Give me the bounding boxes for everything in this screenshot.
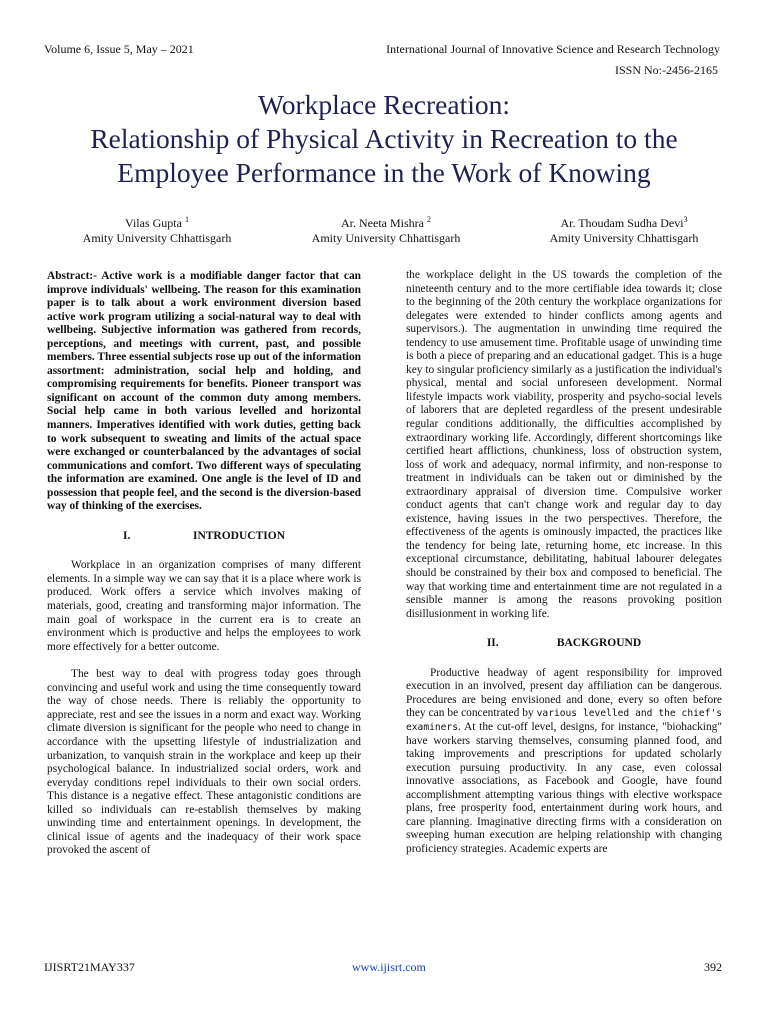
section-title: INTRODUCTION [192, 529, 285, 542]
section-title: BACKGROUND [556, 637, 642, 650]
author-1 [62, 212, 252, 246]
section-number: I. [122, 529, 131, 542]
paper-title [20, 88, 748, 190]
author-affiliation: Amity University Chhattisgarh [549, 231, 699, 245]
paragraph: The best way to deal with progress today goes through convincing and useful work and using the time consequently toward the way of chose needs. There is reliably the opportunity to appreciate, rest and see the issues in a norm and exact way. Working climate diversion is significant for the people who need to change in accordance with the upsetting lifestyle of industrialization and urbanization, to vanquish strain in the workplace and keep up their psychological balance. In industrialized social orders, work and everyday conditions repel individuals to their own social orders. This distance is a negative effect. These antagonistic conditions are killed so individuals can re-establish themselves by making unwinding time and entertainment openings. In development, the clinical issue of agents and the inadequacy of their work space provoked the ascent of [47, 668, 361, 857]
author-3 [524, 212, 724, 246]
paragraph-part: . At the cut-off level, designs, for instance, "biohacking" have workers starving themselves, consuming planned food, and taking improvements and prescriptions for updated scholarly execution pursuing productivity. In any case, even colossal innovative associations, as Facebook and Google, have found accomplishment attempting various things with elective workspace plans, free prosperity food, entertainment during work hours, and care planning. Imaginative directing firms with a consideration on sweeping human execution are helping relationship with changing proficiency strategies. Academic experts are [406, 720, 722, 855]
title-line-1: Workplace Recreation: [257, 89, 511, 120]
author-affiliation: Amity University Chhattisgarh [82, 231, 232, 245]
page-number: 392 [704, 960, 722, 974]
author-index: 3 [683, 215, 688, 224]
issn: ISSN No:-2456-2165 [614, 63, 718, 77]
paragraph [406, 667, 722, 857]
right-column [406, 269, 722, 856]
author-name: Ar. Neeta Mishra [341, 216, 427, 230]
left-column [47, 270, 361, 858]
section-heading-introduction [47, 530, 361, 544]
author-name: Ar. Thoudam Sudha Devi [560, 216, 684, 230]
paragraph-part: Productive headway of agent responsibility for improved execution in an involved, present day affiliation can be dangerous. Procedures are being envisioned and done, every so often before they can be concentrated by [406, 666, 722, 720]
volume-info: Volume 6, Issue 5, May – 2021 [44, 42, 194, 56]
author-name: Vilas Gupta [125, 216, 185, 230]
title-line-2: Relationship of Physical Activity in Recreation to the [90, 123, 678, 154]
paragraph: the workplace delight in the US towards the completion of the nineteenth century and to the more certifiable idea towards it; close to the beginning of the 20th century the workplace organizations for delegates were extended to hinder conflicts among agents and supervisors.). The augmentation in unwinding time required the tendency to use amusement time. Profitable usage of unwinding time is both a piece of preparing and an educational gadget. This is a huge key to singular proficiency similarly as a justification the individual's physical, mental and social unforeseen development. Normal lifestyle impacts work viability, prosperity and psycho-social levels of laborers that are depleted regardless of the present undesirable regular conditions additionally, the difficulties accomplished by extraordinary working life. Accordingly, different shortcomings like certified heart afflictions, chunkiness, loss of obstruction system, loss of work and adequacy, normal infirmity, and non-response to treatment in individuals can be taken out or diminished by the extraordinary appraisal of diversion time. Compulsive worker conduct agents that can't change work and regular day to day existence, having issues in the two perspectives. Therefore, the effectiveness of the agents is ominously impacted, the practices like the tendency for being late, returning home, etc increase. In this exceptional circumstance, debilitating, habitual labourer delegates should be constrained by their box and composed to beneficial. The way that working time and entertainment time are not regulated in a sensible manner is among the reasons provoking position disillusionment in working life. [406, 269, 722, 620]
abstract: Abstract:- Active work is a modifiable danger factor that can improve individuals' wellbeing. The reason for this examination paper is to talk about a work environment diversion based active work program utilizing a social-natural way to deal with wellbeing. Subjective information was gathered from records, perceptions, and meetings with current, past, and possible members. Three essential subjects rose up out of the information assortment: administration, social help and holding, and compromising requirements for benefits. Pioneer transport was significant on account of the common duty among members. Social help came in both various levelled and horizontal manners. Imperatives identified with work duties, getting back to work subsequent to sweating and limits of the actual space were exchanged or counterbalanced by the advantages of social communications and comfort. Two different ways of speculating the information are examined. One angle is the level of ID and possession that people feel, and the second is the diversion-based way of thinking of the exercises. [47, 270, 361, 513]
paper-id: IJISRT21MAY337 [44, 960, 135, 974]
author-2 [286, 212, 486, 246]
section-heading-background [406, 637, 722, 651]
author-index: 1 [184, 215, 189, 224]
title-line-3: Employee Performance in the Work of Knowing [117, 157, 651, 188]
author-affiliation: Amity University Chhattisgarh [311, 231, 461, 245]
author-index: 2 [426, 215, 431, 224]
journal-name: International Journal of Innovative Science and Research Technology [386, 42, 720, 56]
journal-website-link[interactable]: www.ijisrt.com [352, 960, 426, 974]
paragraph: Workplace in an organization comprises of many different elements. In a simple way we can say that it is a place where work is produced. Work offers a service which involves making of materials, good, creating and transforming major information. The main goal of workspace in the current era is to create an environment which is productive and helps the employees to work more effectively for a better outcome. [47, 559, 361, 653]
monospace-phrase: various levelled and the chief's examiners [406, 708, 722, 733]
section-number: II. [486, 637, 499, 650]
